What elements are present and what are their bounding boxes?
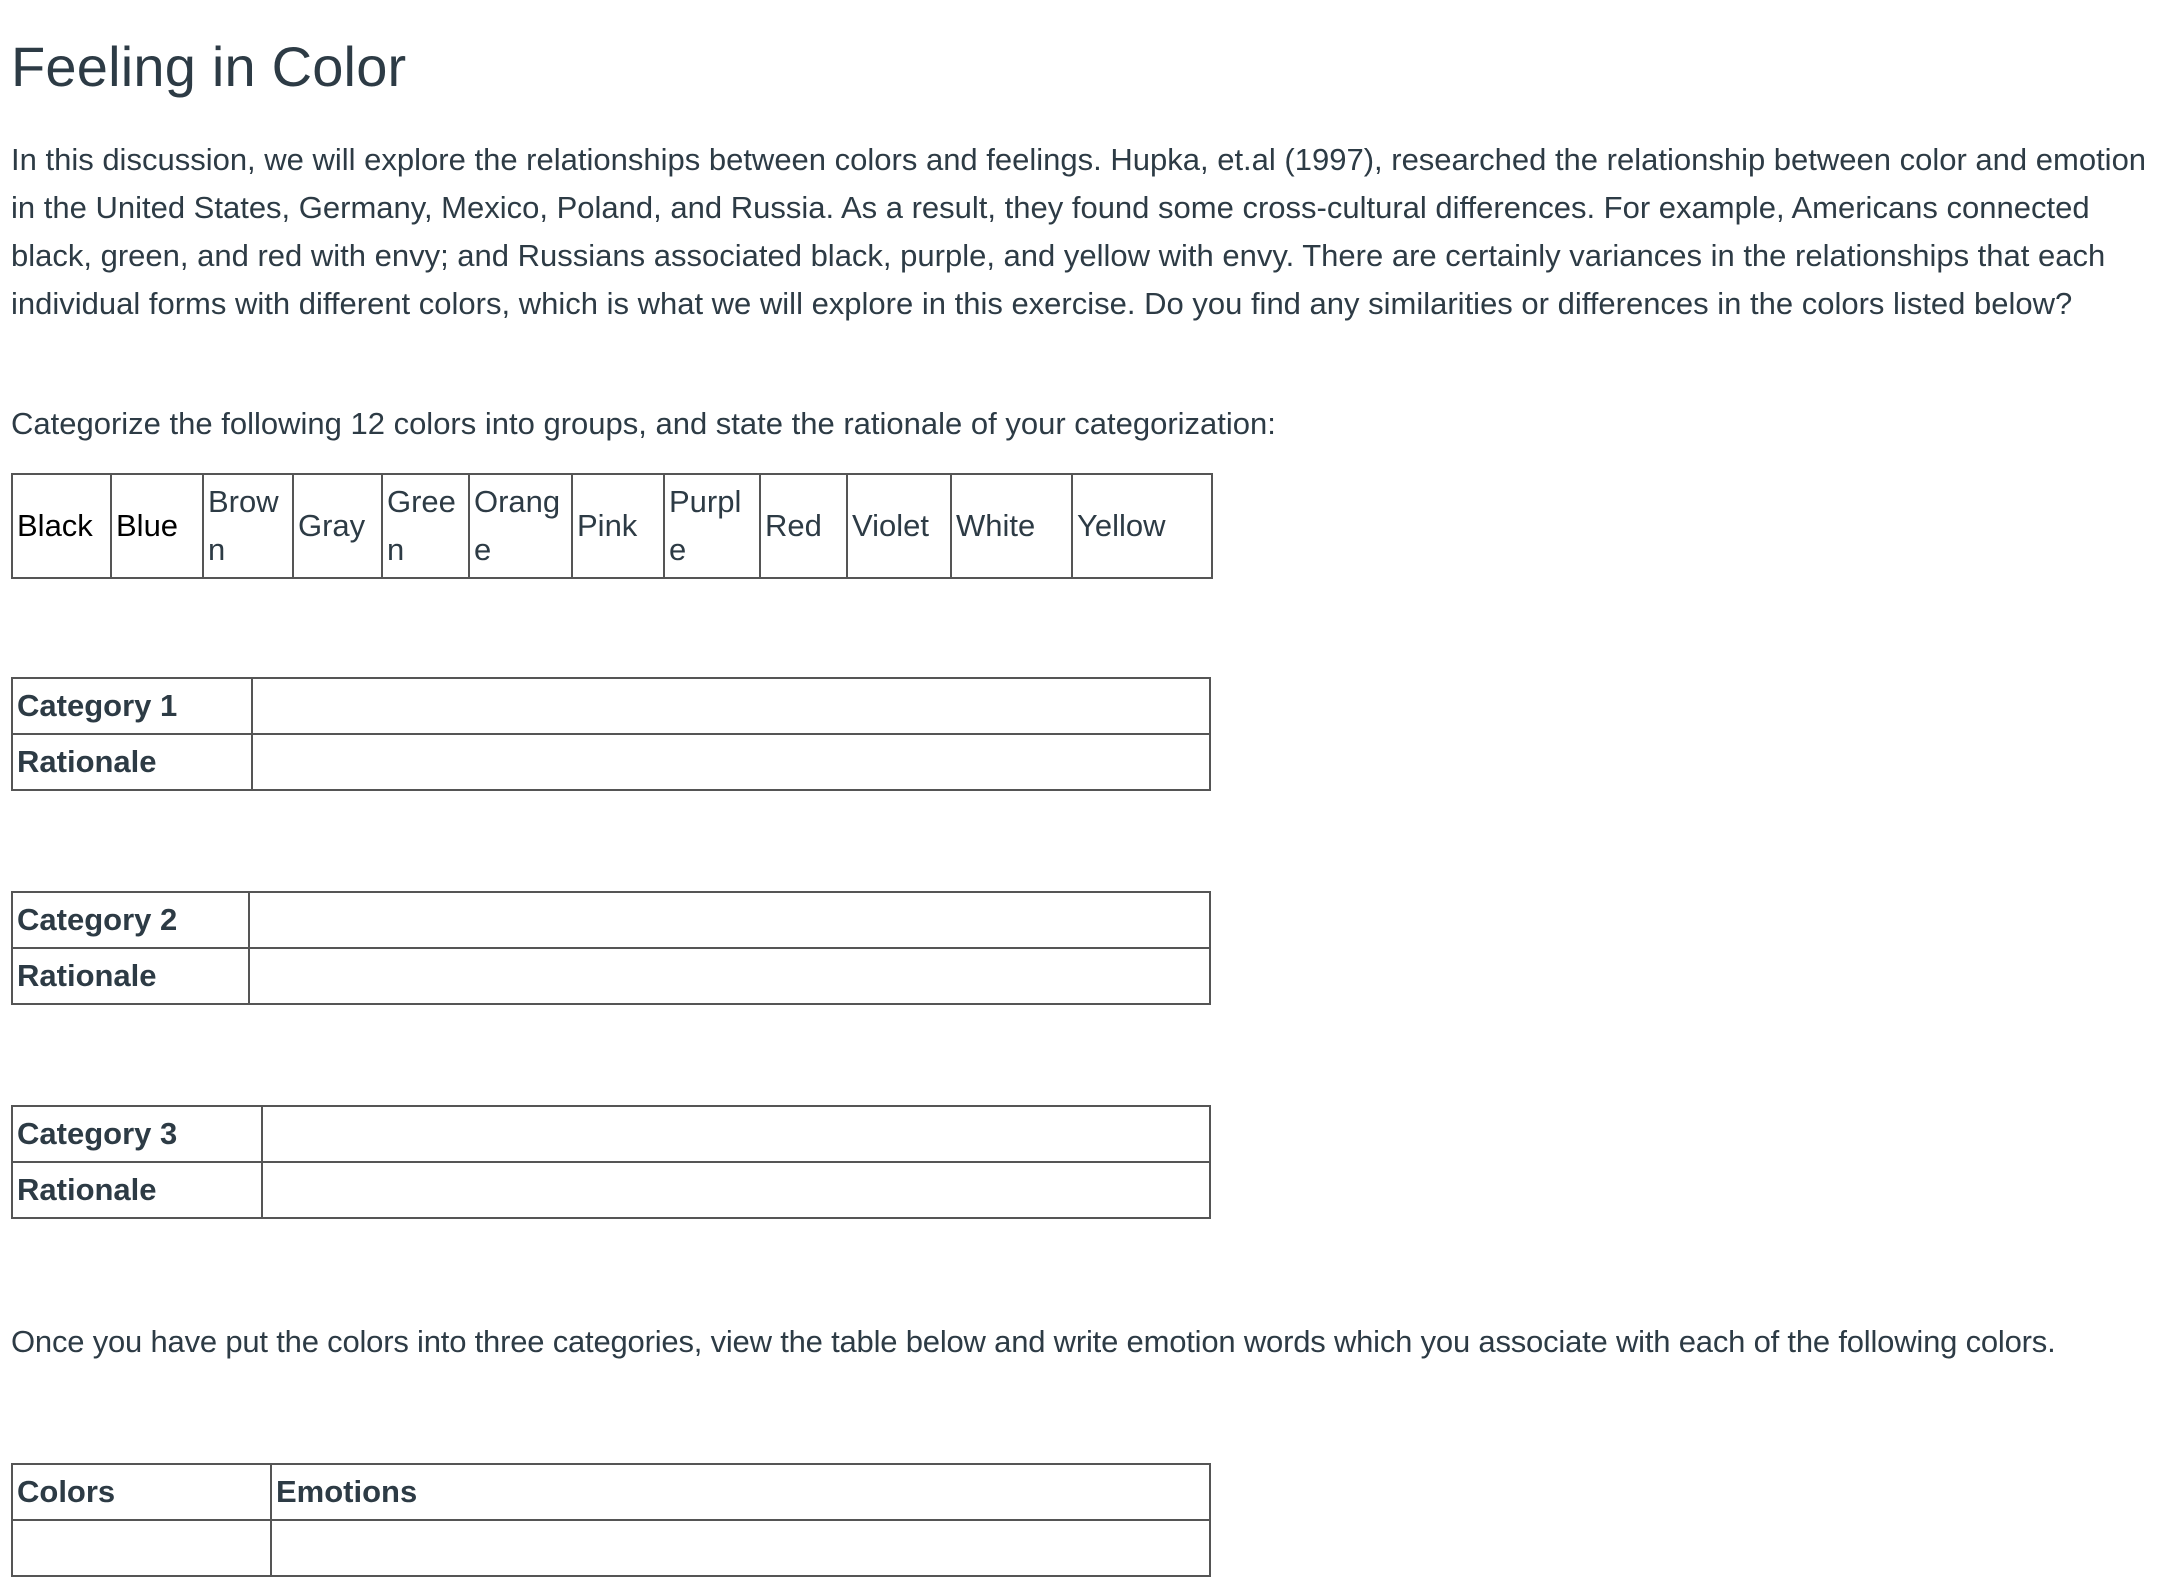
emotions-table (11, 1463, 1211, 1577)
rationale-row (12, 734, 1210, 790)
color-cell: Blue (111, 474, 203, 578)
color-cell: White (951, 474, 1072, 578)
color-cell: Purple (664, 474, 760, 578)
color-cell: Brown (203, 474, 293, 578)
rationale-input-cell[interactable] (252, 734, 1210, 790)
category-input-cell[interactable] (262, 1106, 1210, 1162)
emotions-instruction: Once you have put the colors into three categories, view the table below and write emotion words which you associate with each of the following colors. (11, 1324, 2056, 1359)
colors-table (11, 473, 1213, 579)
rationale-input-cell[interactable] (249, 948, 1210, 1004)
color-cell: Orange (469, 474, 572, 578)
emotions-header-row (12, 1464, 1210, 1520)
page-title: Feeling in Color (11, 35, 407, 98)
color-cell: Violet (847, 474, 951, 578)
rationale-label: Rationale (12, 948, 249, 1004)
intro-paragraph: In this discussion, we will explore the relationships between colors and feelings. Hupka, et.al (1997), researched the relationship between color and emotion in the United States, Germany, Mexico, Poland, and Russia. As a result, they found some cross-cultural differences. For example, Americans connected black, green, and red with envy; and Russians associated black, purple, and yellow with envy. There are certainly variances in the relationships that each individual forms with different colors, which is what we will explore in this exercise. Do you find any similarities or differences in the colors listed below? (11, 142, 2147, 321)
color-cell: Gray (293, 474, 382, 578)
category-label: Category 3 (12, 1106, 262, 1162)
color-cell: Pink (572, 474, 664, 578)
color-cell: Red (760, 474, 847, 578)
colors-row (12, 474, 1212, 578)
category-3-table (11, 1105, 1211, 1219)
category-label: Category 1 (12, 678, 252, 734)
categorize-instruction: Categorize the following 12 colors into groups, and state the rationale of your categorization: (11, 406, 1276, 441)
rationale-row (12, 948, 1210, 1004)
category-label: Category 2 (12, 892, 249, 948)
category-row (12, 1106, 1210, 1162)
rationale-row (12, 1162, 1210, 1218)
category-2-table (11, 891, 1211, 1005)
colors-header: Colors (12, 1464, 271, 1520)
rationale-label: Rationale (12, 1162, 262, 1218)
color-name-cell (12, 1520, 271, 1576)
color-cell: Green (382, 474, 469, 578)
emotions-row (12, 1520, 1210, 1576)
rationale-label: Rationale (12, 734, 252, 790)
category-row (12, 892, 1210, 948)
rationale-input-cell[interactable] (262, 1162, 1210, 1218)
category-1-table (11, 677, 1211, 791)
category-input-cell[interactable] (249, 892, 1210, 948)
color-cell: Black (12, 474, 111, 578)
emotions-header: Emotions (271, 1464, 1210, 1520)
category-input-cell[interactable] (252, 678, 1210, 734)
category-row (12, 678, 1210, 734)
emotion-input-cell[interactable] (271, 1520, 1210, 1576)
color-cell: Yellow (1072, 474, 1212, 578)
